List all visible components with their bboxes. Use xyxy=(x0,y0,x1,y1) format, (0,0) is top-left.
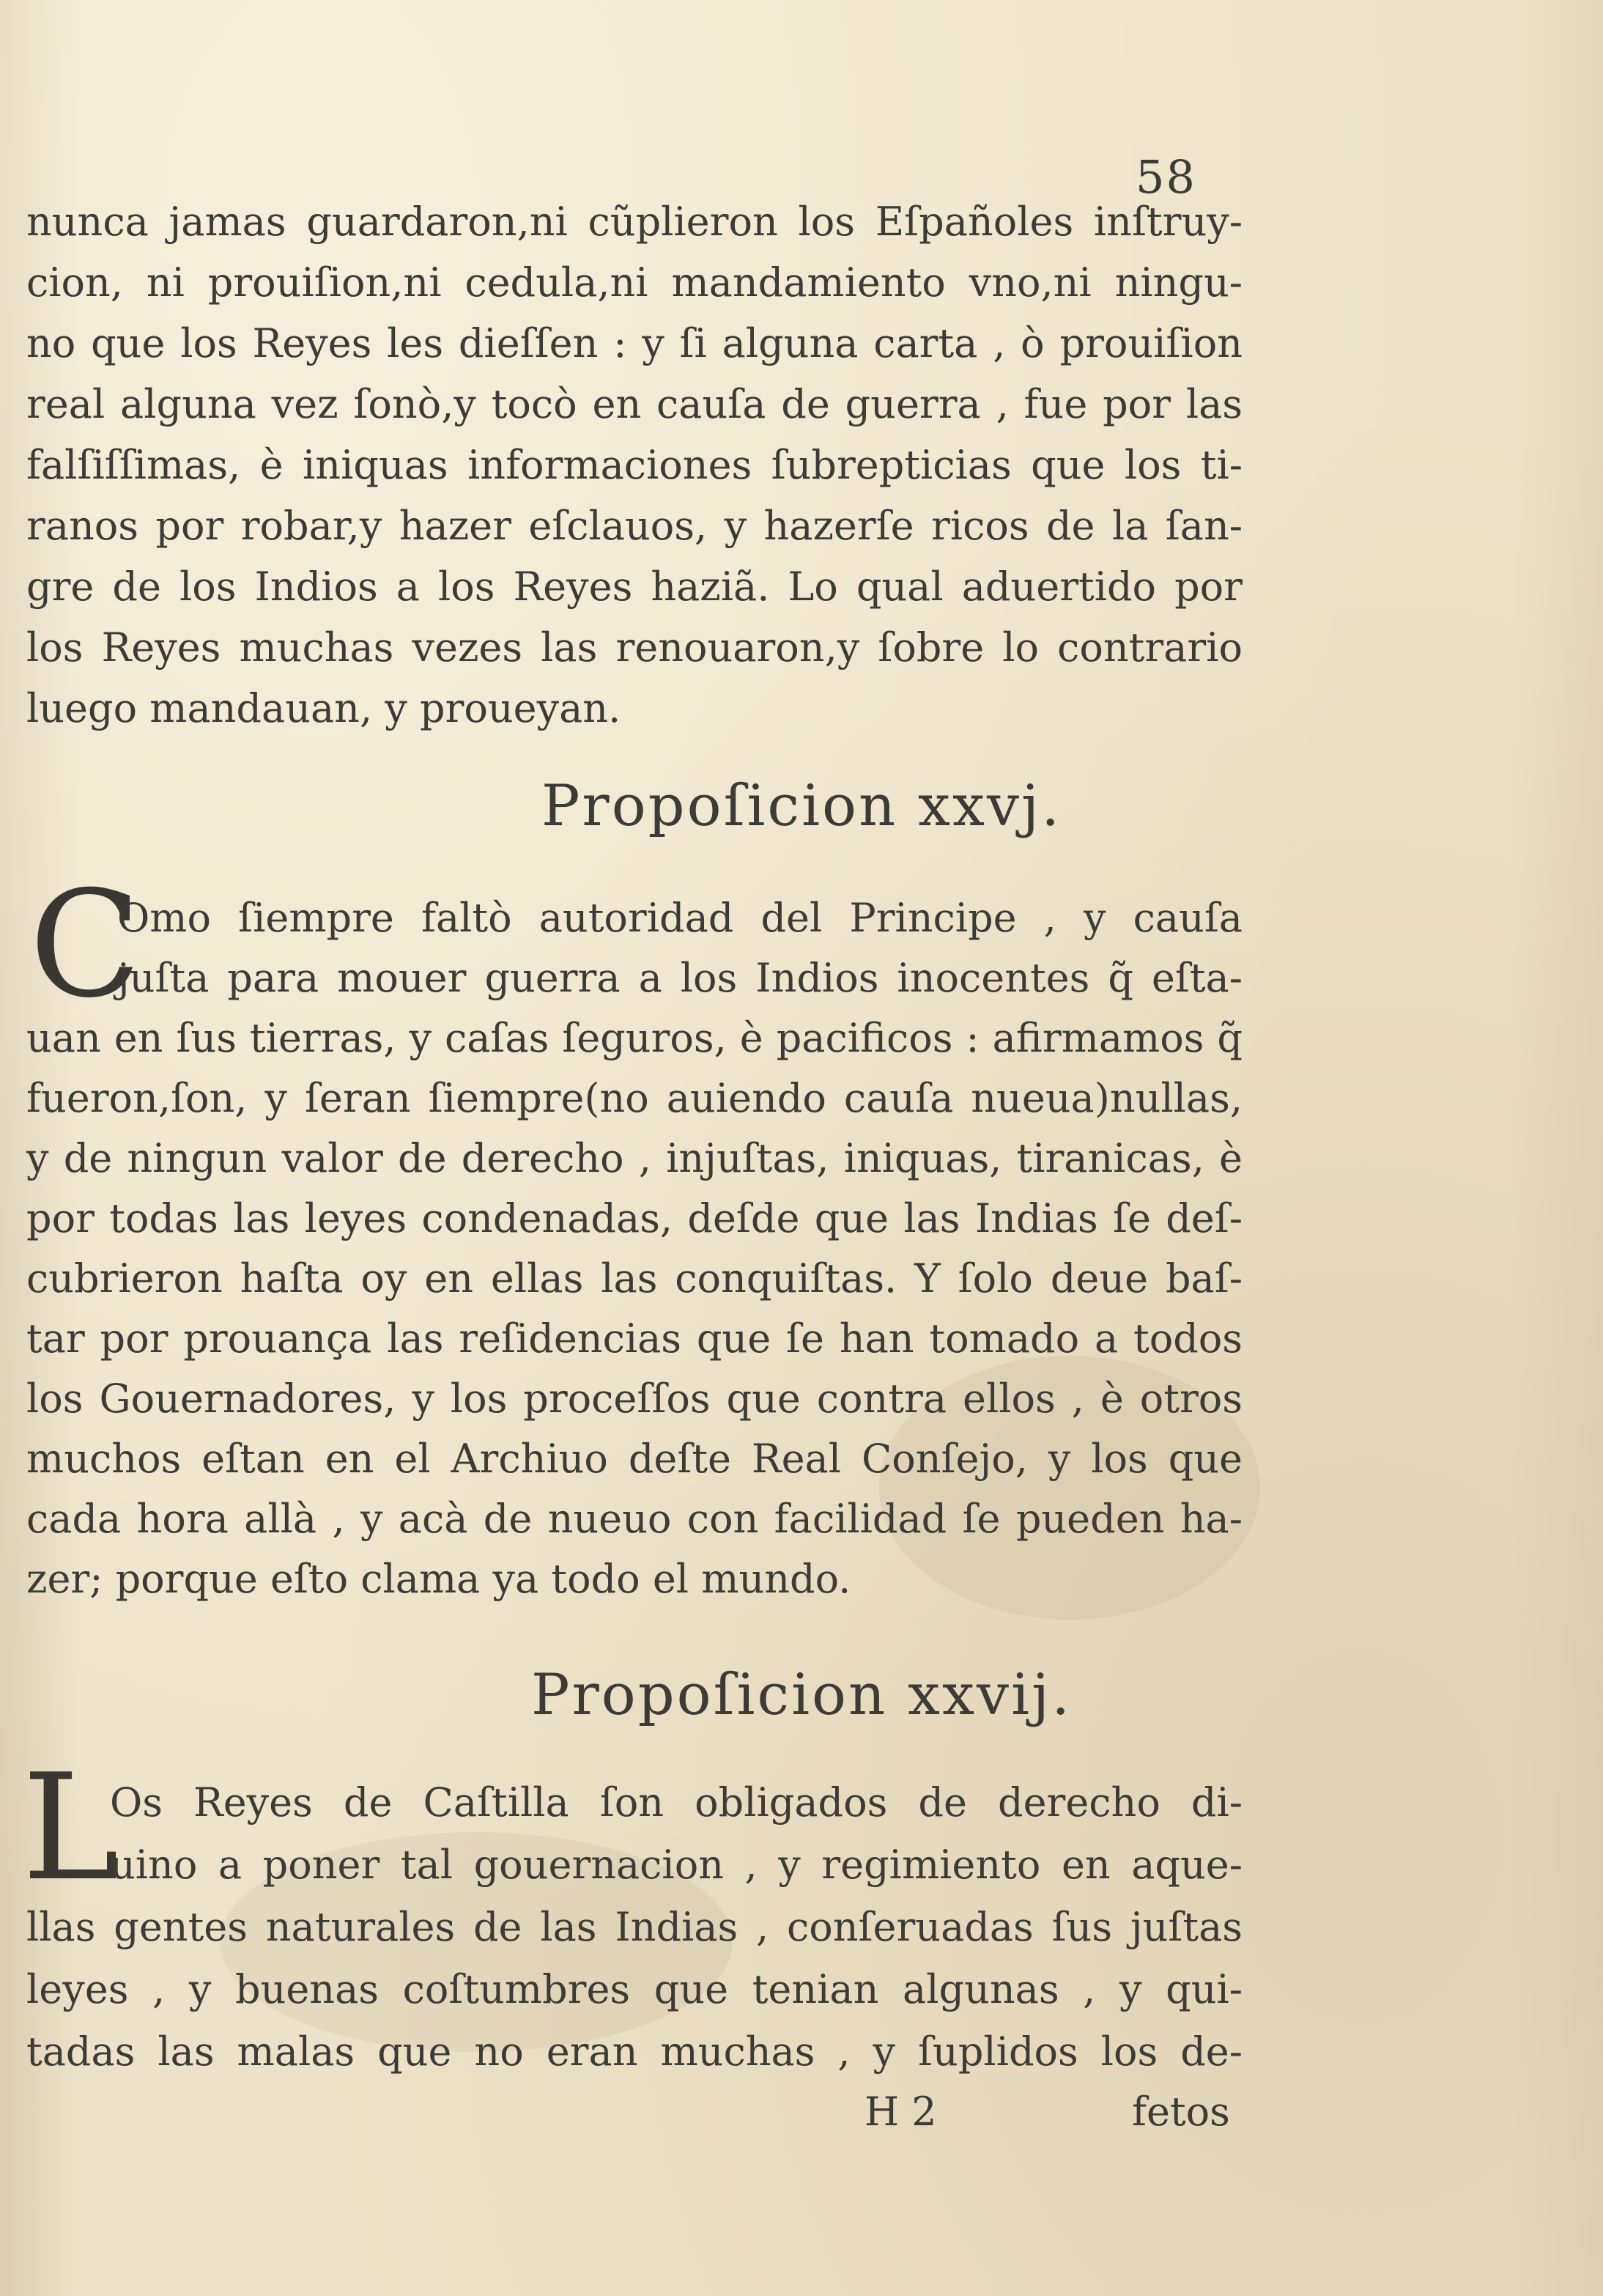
text-line: fueron,ſon, y ſeran ſiempre(no auiendo cauſa nueua)nullas, xyxy=(26,1075,1243,1121)
page-number: 58 xyxy=(1136,150,1196,204)
text-line: cada hora allà , y acà de nueuo con facilidad ſe pueden ha- xyxy=(26,1496,1243,1542)
text-line: leyes , y buenas coſtumbres que tenian algunas , y qui- xyxy=(26,1966,1243,2012)
drop-cap: L xyxy=(22,1743,119,1913)
text-line: zer; porque eſto clama ya todo el mundo. xyxy=(26,1556,851,1602)
text-line: juſta para mouer guerra a los Indios inocentes q̃ eſta- xyxy=(117,955,1243,1001)
text-line: tadas las malas que no eran muchas , y ſuplidos los de- xyxy=(26,2029,1243,2075)
drop-cap: C xyxy=(29,860,142,1030)
text-line: llas gentes naturales de las Indias , conſeruadas ſus juſtas xyxy=(26,1904,1243,1950)
text-line: nunca jamas guardaron,ni cũplieron los Eſpañoles inſtruy- xyxy=(26,199,1243,245)
text-line: los Gouernadores, y los proceſſos que contra ellos , è otros xyxy=(26,1376,1243,1422)
text-line: no que los Reyes les dieſſen : y ſi alguna carta , ò prouiſion xyxy=(26,320,1243,366)
heading-proposicion-xxvj: Propoſicion xxvj. xyxy=(541,773,1062,839)
text-line: cubrieron haſta oy en ellas las conquiſtas. Y ſolo deue baſ- xyxy=(26,1255,1243,1302)
text-line: ranos por robar,y hazer eſclauos, y hazerſe ricos de la ſan- xyxy=(26,503,1243,549)
text-line: Omo ſiempre faltò autoridad del Principe , y cauſa xyxy=(117,895,1243,941)
text-line: cion, ni prouiſion,ni cedula,ni mandamiento vno,ni ningu- xyxy=(26,259,1243,306)
text-line: por todas las leyes condenadas, deſde que las Indias ſe deſ- xyxy=(26,1195,1243,1241)
text-line: tar por prouança las reſidencias que ſe han tomado a todos xyxy=(26,1315,1243,1362)
text-line: los Reyes muchas vezes las renouaron,y ſobre lo contrario xyxy=(26,624,1243,671)
text-line: luego mandauan, y proueyan. xyxy=(26,685,621,731)
text-line: uino a poner tal gouernacion , y regimiento en aque- xyxy=(110,1842,1243,1888)
catchword: fetos xyxy=(1132,2089,1230,2135)
text-line: uan en ſus tierras, y caſas ſeguros, è pacificos : afirmamos q̃ xyxy=(26,1015,1243,1061)
text-line: y de ningun valor de derecho , injuſtas, iniquas, tiranicas, è xyxy=(26,1135,1243,1181)
text-line: gre de los Indios a los Reyes haziã. Lo qual aduertido por xyxy=(26,564,1243,610)
text-line: real alguna vez ſonò,y tocò en cauſa de guerra , fue por las xyxy=(26,381,1243,427)
signature-mark: H 2 xyxy=(865,2089,937,2135)
heading-proposicion-xxvij: Propoſicion xxvij. xyxy=(530,1662,1073,1728)
text-line: Os Reyes de Caſtilla ſon obligados de derecho di- xyxy=(110,1779,1243,1826)
text-line: muchos eſtan en el Archiuo deſte Real Conſejo, y los que xyxy=(26,1436,1243,1482)
text-line: falſiſſimas, è iniquas informaciones ſubrepticias que los ti- xyxy=(26,442,1243,488)
